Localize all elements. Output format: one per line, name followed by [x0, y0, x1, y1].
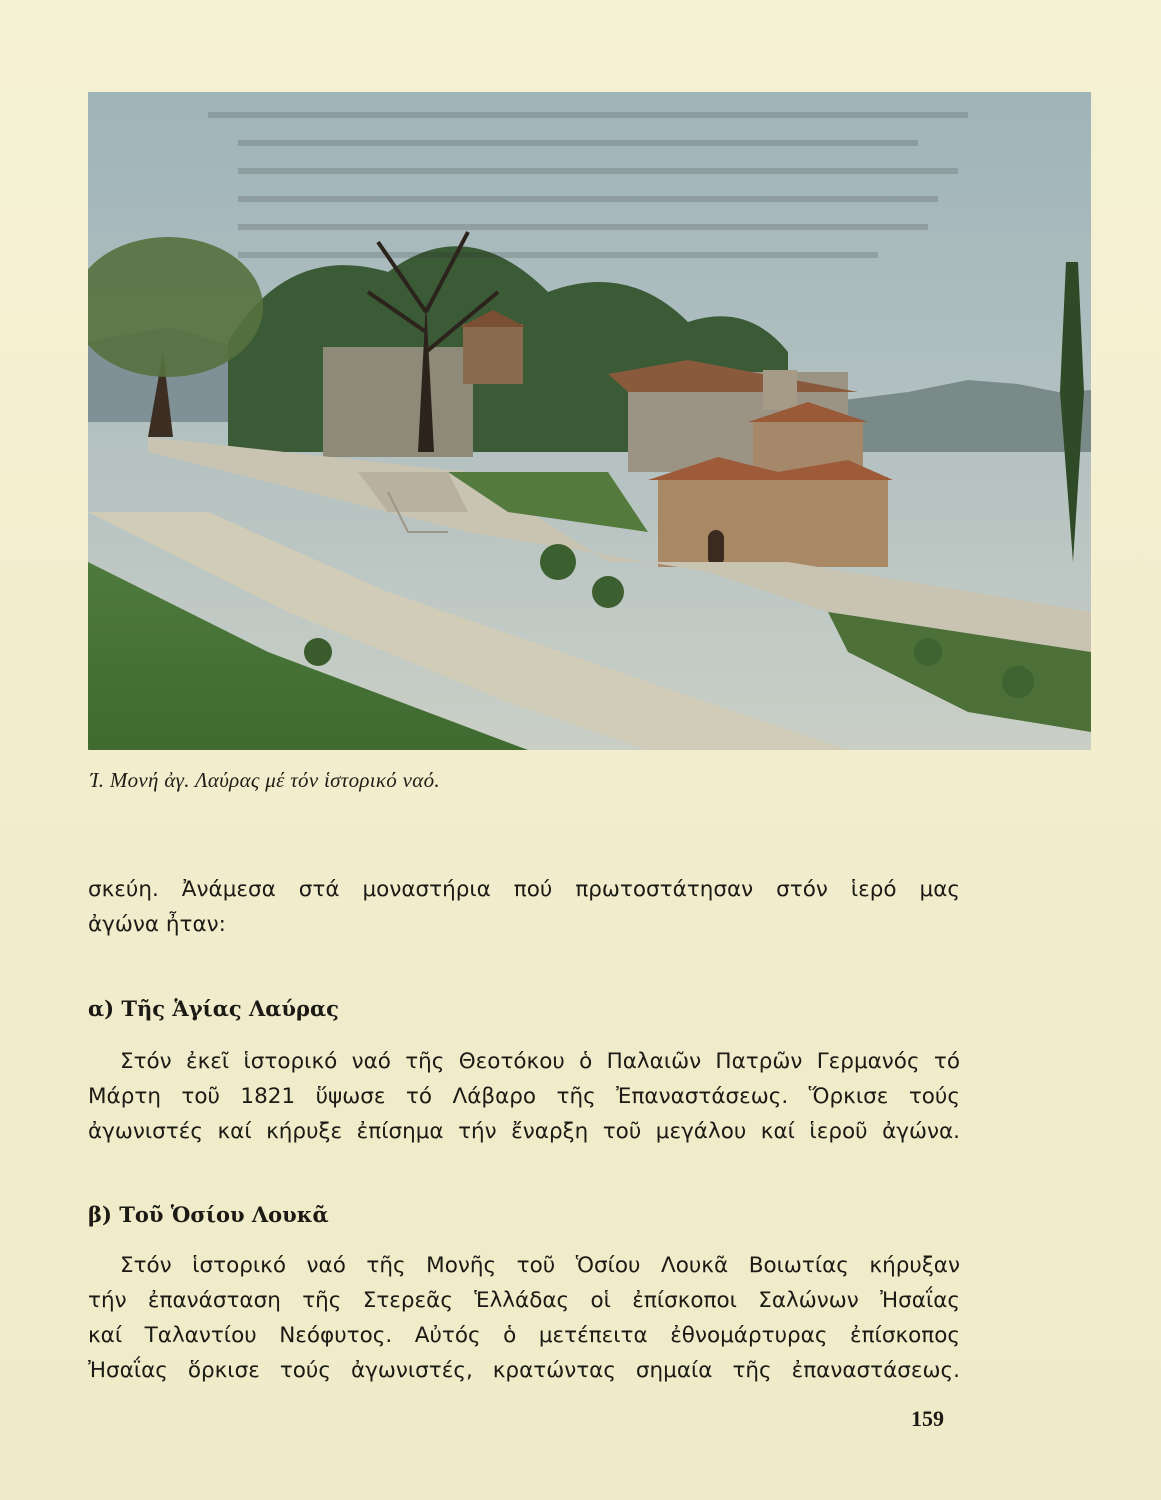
section-b-line-1: Στόν ἱστορικό ναό τῆς Μονῆς τοῦ Ὁσίου Λουκᾶ Βοιωτίας κήρυξαν — [120, 1253, 960, 1278]
section-a-line-1: Στόν ἐκεῖ ἱστορικό ναό τῆς Θεοτόκου ὁ Παλαιῶν Πατρῶν Γερμανός τό — [120, 1049, 960, 1074]
section-b-line-4: Ἠσαΐας ὅρκισε τούς ἀγωνιστές, κρατώντας σημαία τῆς ἐπαναστάσεως. — [88, 1358, 960, 1383]
monastery-photo-image — [88, 92, 1091, 750]
section-a-line-3: ἀγωνιστές καί κήρυξε ἐπίσημα τήν ἔναρξη τοῦ μεγάλου καί ἱεροῦ ἀγώνα. — [88, 1119, 960, 1144]
monastery-photograph — [88, 92, 1091, 750]
intro-line-1: σκεύη. Ἀνάμεσα στά μοναστήρια πού πρωτοστάτησαν στόν ἱερό μας — [88, 877, 960, 902]
section-b-line-2: τήν ἐπανάσταση τῆς Στερεᾶς Ἑλλάδας οἱ ἐπίσκοποι Σαλώνων Ἠσαΐας — [88, 1288, 960, 1313]
section-a-heading: α) Τῆς Ἁγίας Λαύρας — [88, 996, 339, 1021]
intro-paragraph — [88, 872, 960, 942]
section-b-line-3: καί Ταλαντίου Νεόφυτος. Αὐτός ὁ μετέπειτα ἐθνομάρτυρας ἐπίσκοπος — [88, 1323, 960, 1348]
photo-caption: Ί. Μονή ἀγ. Λαύρας μέ τόν ἱστορικό ναό. — [90, 768, 440, 792]
section-a-line-2: Μάρτη τοῦ 1821 ὕψωσε τό Λάβαρο τῆς Ἐπαναστάσεως. Ὅρκισε τούς — [88, 1084, 960, 1109]
page-number: 159 — [911, 1406, 944, 1431]
section-b-paragraph — [88, 1248, 960, 1388]
section-a-paragraph — [88, 1044, 960, 1149]
section-b-heading: β) Τοῦ Ὁσίου Λουκᾶ — [88, 1202, 329, 1227]
intro-line-2: ἀγώνα ἦταν: — [88, 912, 226, 937]
